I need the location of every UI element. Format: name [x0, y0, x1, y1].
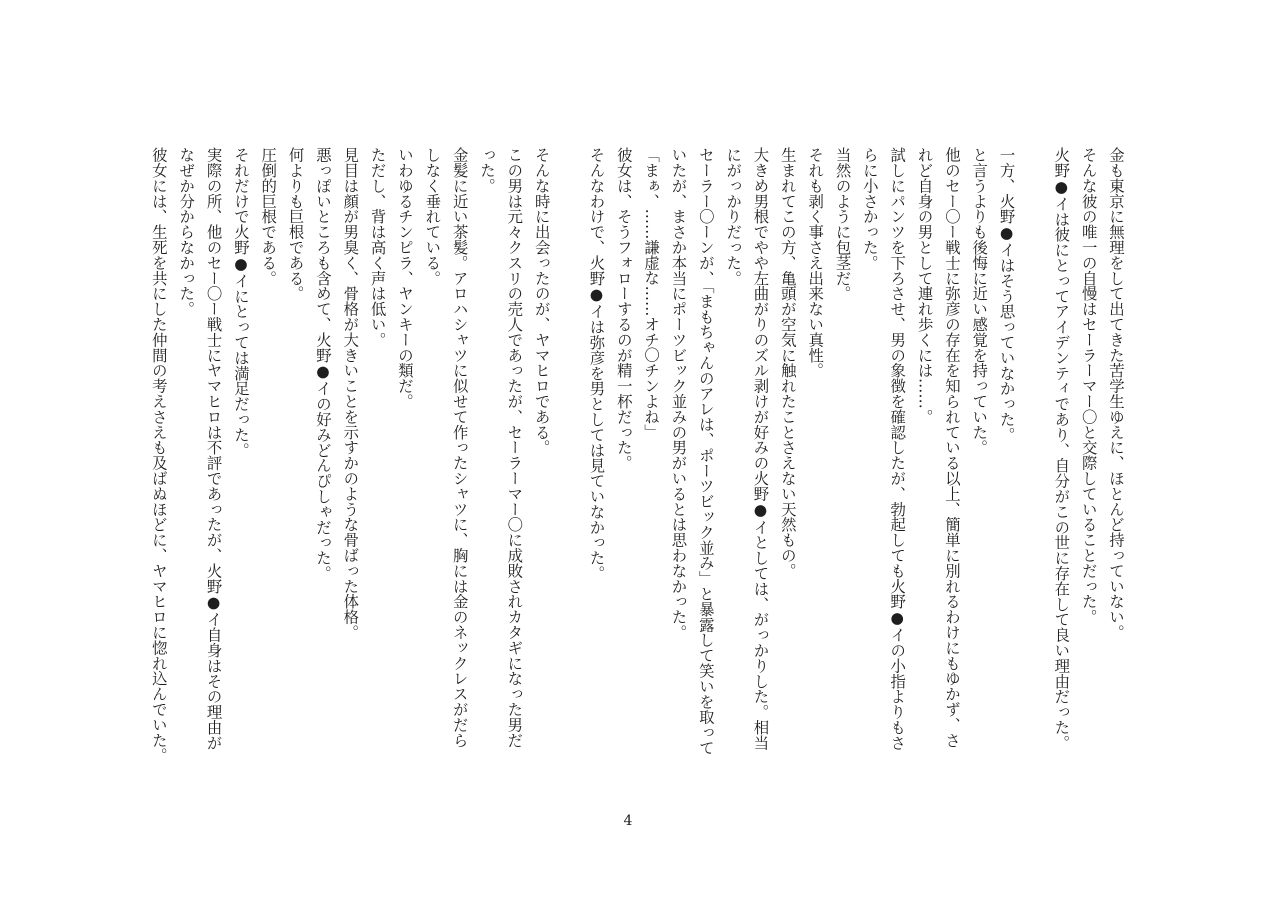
- text-line: 圧倒的巨根である。: [259, 147, 278, 286]
- text-line: いたが、まさか本当にポーツビック並みの男がいるとは思わなかった。: [669, 147, 688, 640]
- text-line: と言うよりも後悔に近い感覚を持っていた。: [970, 147, 989, 455]
- text-line: しなく垂れている。: [423, 147, 442, 286]
- text-line: 何よりも巨根である。: [286, 147, 305, 301]
- text-line: れど自身の男として連れ歩くには……。: [915, 147, 934, 425]
- text-line: らに小さかった。: [860, 147, 879, 271]
- vertical-text-body: [145, 147, 1129, 797]
- text-line: 他のセー〇ー戦士に弥彦の存在を知られている以上、簡単に別れるわけにもゆかず、さ: [942, 147, 961, 748]
- text-line: 一方、火野●イはそう思っていなかった。: [997, 147, 1016, 443]
- page-number: 4: [623, 813, 633, 829]
- text-line: それも剥く事さえ出来ない真性。: [806, 147, 825, 378]
- text-line: それだけで火野●イにとっては満足だった。: [231, 147, 250, 458]
- text-line: 大きめ男根でやや左曲がりのズル剥けが好みの火野●イとしては、がっかりした。相当: [751, 147, 770, 751]
- text-line: そんな時に出会ったのが、ヤマヒロである。: [532, 147, 551, 455]
- text-line: 金髪に近い茶髪。アロハシャツに似せて作ったシャツに、胸には金のネックレスがだら: [450, 147, 469, 748]
- text-line: 彼女は、そうフォローするのが精一杯だった。: [614, 147, 633, 471]
- text-line: った。: [478, 147, 496, 194]
- paragraph-block: [145, 147, 555, 797]
- text-line: そんなわけで、火野●イは弥彦を男としては見ていなかった。: [587, 147, 606, 581]
- text-line: 試しにパンツを下ろさせ、男の象徴を確認したが、勃起しても火野●イの小指よりもさ: [888, 147, 907, 751]
- text-line: いわゆるチンピラ、ヤンキーの類だ。: [395, 147, 414, 409]
- text-line: 火野●イは彼にとってアイデンティであり、自分がこの世に存在して良い理由だった。: [1052, 147, 1071, 751]
- text-line: 金も東京に無理をして出てきた苦学生ゆえに、ほとんど持っていない。: [1107, 147, 1125, 640]
- text-line: 実際の所、他のセー〇ー戦士にヤマヒロは不評であったが、火野●イ自身はその理由が: [204, 147, 223, 751]
- paragraph-block: [582, 147, 1020, 797]
- text-line: 彼女には、生死を共にした仲間の考えさえも及ばぬほどに、ヤマヒロに惚れ込んでいた。: [149, 147, 168, 763]
- text-line: セーラー〇ーンが、「まもちゃんのアレは、ポーツビック並み」と暴露して笑いを取って: [696, 147, 715, 756]
- text-line: 「まぁ、……謙虚な……オチ〇チンよね」: [642, 147, 661, 440]
- text-line: 悪っぽいところも含めて、火野●イの好みどんぴしゃだった。: [313, 147, 332, 581]
- text-line: にがっかりだった。: [724, 147, 743, 286]
- text-line: この男は元々クスリの売人であったが、セーラーマー〇に成敗されカタギになった男だ: [505, 147, 524, 748]
- text-line: 当然のように包茎だ。: [833, 147, 852, 301]
- text-line: ただし、背は高く声は低い。: [368, 147, 387, 348]
- text-line: 生まれてこの方、亀頭が空気に触れたことさえない天然もの。: [778, 147, 797, 579]
- text-line: なぜか分からなかった。: [177, 147, 196, 317]
- paragraph-block: [1047, 147, 1129, 797]
- text-line: そんな彼の唯一の自慢はセーラーマー〇と交際していることだった。: [1079, 147, 1098, 625]
- text-line: 見目は顔が男臭く、骨格が大きいことを示すかのような骨ばった体格。: [341, 147, 360, 640]
